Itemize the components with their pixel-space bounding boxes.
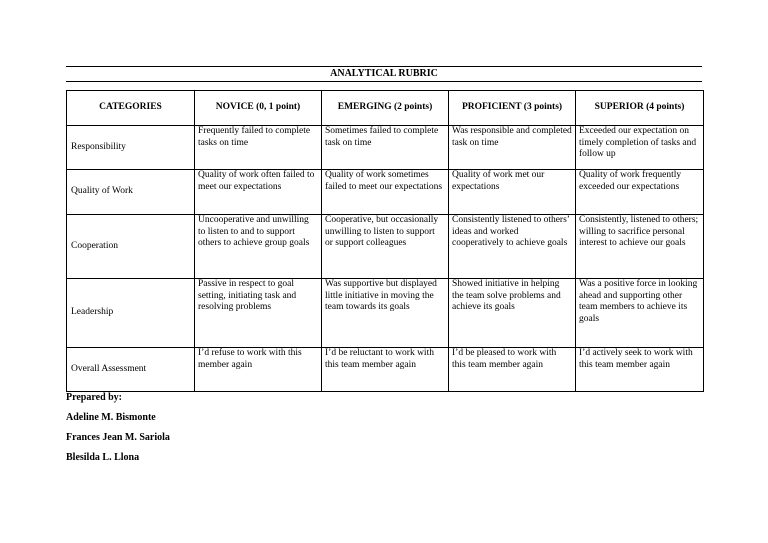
header-proficient: PROFICIENT (3 points)	[449, 91, 576, 126]
category-cell: Responsibility	[67, 126, 195, 170]
novice-cell: Uncooperative and unwilling to listen to and to support others to achieve group goals	[195, 215, 322, 279]
category-cell: Cooperation	[67, 215, 195, 279]
prepared-by-section	[66, 392, 170, 472]
emerging-cell: Quality of work sometimes failed to meet our expectations	[322, 170, 449, 215]
superior-cell: Quality of work frequently exceeded our expectations	[576, 170, 704, 215]
author-name: Frances Jean M. Sariola	[66, 432, 170, 443]
emerging-cell: Was supportive but displayed little initiative in moving the team towards its goals	[322, 279, 449, 348]
rubric-title: ANALYTICAL RUBRIC	[66, 66, 702, 82]
header-categories: CATEGORIES	[67, 91, 195, 126]
proficient-cell: I’d be pleased to work with this team member again	[449, 348, 576, 392]
rubric-table	[66, 90, 704, 392]
emerging-cell: I’d be reluctant to work with this team member again	[322, 348, 449, 392]
superior-cell: Was a positive force in looking ahead and supporting other team members to achieve its goals	[576, 279, 704, 348]
novice-cell: I’d refuse to work with this member again	[195, 348, 322, 392]
novice-cell: Frequently failed to complete tasks on time	[195, 126, 322, 170]
superior-cell: I’d actively seek to work with this team member again	[576, 348, 704, 392]
emerging-cell: Cooperative, but occasionally unwilling to listen to support or support colleagues	[322, 215, 449, 279]
author-name: Blesilda L. Llona	[66, 452, 140, 463]
category-cell: Leadership	[67, 279, 195, 348]
table-row	[67, 126, 704, 170]
proficient-cell: Consistently listened to others’ ideas and worked cooperatively to achieve goals	[449, 215, 576, 279]
prepared-by-label: Prepared by:	[66, 392, 123, 403]
superior-cell: Exceeded our expectation on timely completion of tasks and follow up	[576, 126, 704, 170]
proficient-cell: Showed initiative in helping the team solve problems and achieve its goals	[449, 279, 576, 348]
header-novice: NOVICE (0, 1 point)	[195, 91, 322, 126]
emerging-cell: Sometimes failed to complete task on time	[322, 126, 449, 170]
header-row	[67, 91, 704, 126]
header-superior: SUPERIOR (4 points)	[576, 91, 704, 126]
table-row	[67, 215, 704, 279]
header-emerging: EMERGING (2 points)	[322, 91, 449, 126]
superior-cell: Consistently, listened to others; willing to sacrifice personal interest to achieve our goals	[576, 215, 704, 279]
proficient-cell: Quality of work met our expectations	[449, 170, 576, 215]
table-row	[67, 348, 704, 392]
category-cell: Quality of Work	[67, 170, 195, 215]
novice-cell: Quality of work often failed to meet our expectations	[195, 170, 322, 215]
proficient-cell: Was responsible and completed task on time	[449, 126, 576, 170]
category-cell: Overall Assessment	[67, 348, 195, 392]
novice-cell: Passive in respect to goal setting, initiating task and resolving problems	[195, 279, 322, 348]
table-row	[67, 170, 704, 215]
table-row	[67, 279, 704, 348]
author-name: Adeline M. Bismonte	[66, 412, 156, 423]
